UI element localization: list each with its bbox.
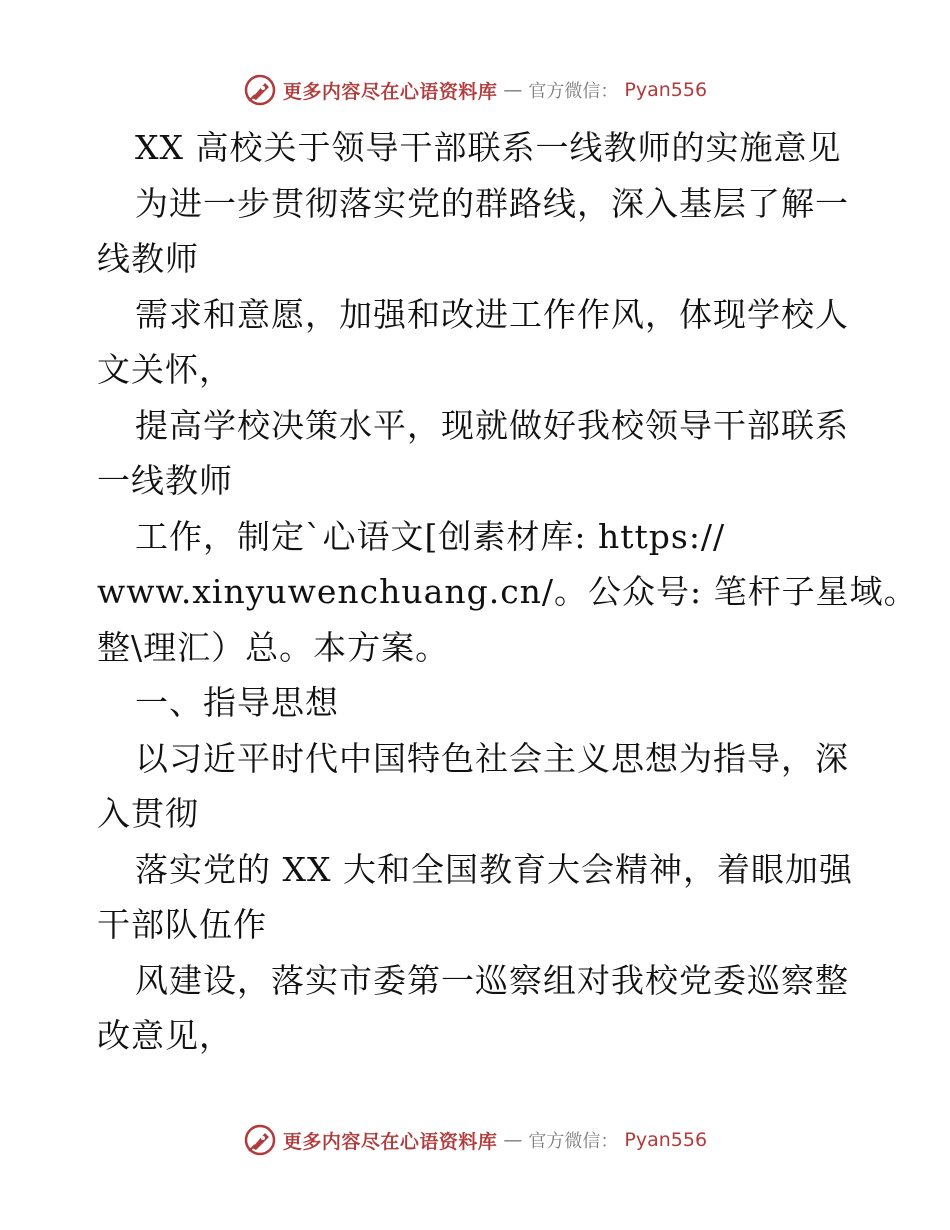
- watermark-sub-text: 官方微信：: [528, 1131, 619, 1152]
- text-line: 以习近平时代中国特色社会主义思想为指导，深: [135, 738, 849, 778]
- text-line: 干部队伍作: [97, 905, 267, 944]
- watermark-wechat-id: Pyan556: [624, 1129, 708, 1151]
- watermark-dash: —: [503, 1129, 523, 1151]
- text-line: www.xinyuwenchuang.cn/。公众号: 笔杆子星域。: [97, 572, 918, 611]
- pen-nib-logo-icon: [243, 73, 277, 107]
- pen-nib-logo-icon: [243, 1123, 277, 1157]
- text-line: 提高学校决策水平，现就做好我校领导干部联系: [135, 405, 849, 445]
- text-line: 风建设，落实市委第一巡察组对我校党委巡察整: [135, 960, 849, 1000]
- document-title: XX 高校关于领导干部联系一线教师的实施意见: [135, 128, 842, 167]
- text-line: 为进一步贯彻落实党的群路线，深入基层了解一: [135, 183, 849, 223]
- text-line: 一线教师: [97, 461, 233, 500]
- watermark-main-text: 更多内容尽在心语资料库: [282, 80, 498, 103]
- watermark-dash: —: [503, 79, 523, 101]
- section-heading: 一、指导思想: [135, 683, 339, 722]
- text-line: 需求和意愿，加强和改进工作作风，体现学校人: [135, 294, 849, 334]
- text-line: 落实党的 XX 大和全国教育大会精神，着眼加强: [135, 849, 853, 889]
- watermark-sub-text: 官方微信：: [528, 81, 619, 102]
- text-line: 工作，制定`心语文[创素材库: https://: [135, 516, 726, 556]
- watermark-header: [0, 70, 950, 110]
- text-line: 整\理汇）总。本方案。: [97, 627, 450, 667]
- document-body: [97, 120, 918, 1064]
- watermark-footer: [0, 1120, 950, 1160]
- text-line: 线教师: [97, 239, 199, 278]
- text-line: 改意见，: [97, 1016, 233, 1055]
- watermark-main-text: 更多内容尽在心语资料库: [282, 1130, 498, 1153]
- text-line: 入贯彻: [97, 794, 199, 833]
- text-line: 文关怀，: [97, 350, 233, 389]
- watermark-wechat-id: Pyan556: [624, 79, 708, 101]
